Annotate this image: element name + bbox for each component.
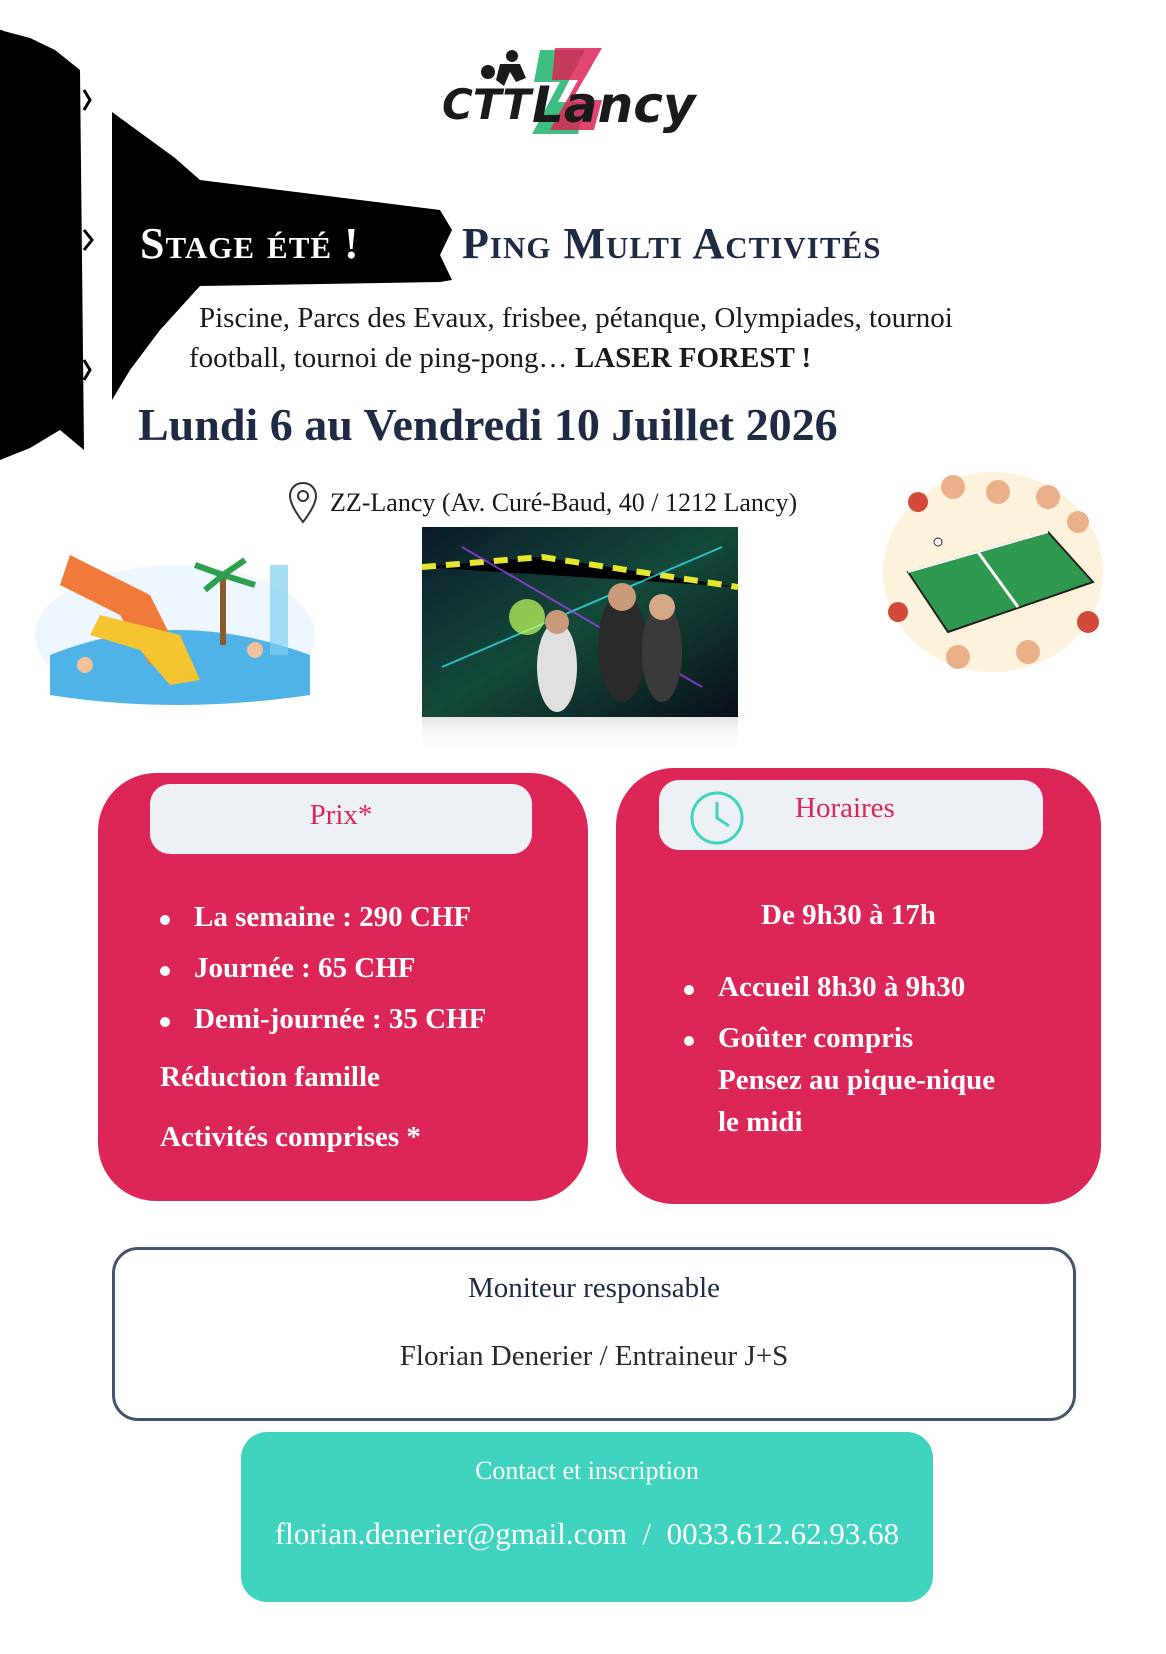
activities-line-2 bbox=[189, 338, 1095, 378]
prix-title: Prix* bbox=[309, 799, 373, 831]
list-item: Journée : 65 CHF bbox=[158, 952, 578, 985]
laser-forest-highlight: LASER FOREST ! bbox=[574, 342, 812, 374]
ping-pong-cartoon bbox=[878, 462, 1108, 677]
reduction-famille: Réduction famille bbox=[160, 1061, 380, 1093]
list-item: La semaine : 290 CHF bbox=[158, 901, 578, 934]
moniteur-title: Moniteur responsable bbox=[467, 1272, 721, 1304]
address-text: ZZ-Lancy (Av. Curé-Baud, 40 / 1212 Lancy) bbox=[330, 488, 798, 517]
title-stage-ete: Stage été ! bbox=[140, 219, 360, 268]
list-item: Demi-journée : 35 CHF bbox=[158, 1003, 578, 1036]
activities-text bbox=[189, 298, 1095, 378]
laser-game-photo bbox=[422, 527, 738, 752]
horaires-main: De 9h30 à 17h bbox=[761, 899, 936, 931]
prix-header bbox=[150, 784, 532, 854]
prix-list bbox=[158, 901, 578, 1054]
contact-title: Contact et inscription bbox=[475, 1456, 699, 1485]
moniteur-box bbox=[112, 1247, 1076, 1421]
pique-nique-line-1: Pensez au pique-nique bbox=[718, 1064, 996, 1096]
water-park-illustration bbox=[30, 535, 320, 710]
title-ping-multi-activites: Ping Multi Activités bbox=[462, 219, 882, 268]
logo-lancy: Lancy bbox=[532, 76, 696, 134]
clock-icon bbox=[689, 790, 745, 846]
horaires-header bbox=[659, 780, 1043, 850]
list-item: Accueil 8h30 à 9h30 bbox=[682, 971, 1082, 1004]
activities-line-1: Piscine, Parcs des Evaux, frisbee, pétanque, Olympiades, tournoi bbox=[199, 302, 953, 334]
prix-card bbox=[98, 773, 588, 1201]
contact-details[interactable]: florian.denerier@gmail.com / 0033.612.62.93.68 bbox=[274, 1516, 900, 1551]
horaires-title: Horaires bbox=[795, 792, 895, 824]
moniteur-name: Florian Denerier / Entraineur J+S bbox=[399, 1340, 789, 1372]
stage-dates: Lundi 6 au Vendredi 10 Juillet 2026 bbox=[138, 399, 838, 450]
activities-line-2-text: football, tournoi de ping-pong… bbox=[189, 342, 575, 374]
map-pin-icon bbox=[288, 481, 318, 525]
activites-comprises: Activités comprises * bbox=[160, 1121, 421, 1153]
address bbox=[288, 481, 797, 525]
pique-nique-line-2: le midi bbox=[718, 1106, 803, 1138]
club-logo bbox=[442, 42, 700, 142]
contact-box bbox=[241, 1432, 933, 1602]
horaires-list bbox=[682, 971, 1082, 1059]
list-item: Goûter compris bbox=[682, 1022, 1082, 1055]
logo-ctt: CTT bbox=[442, 80, 532, 129]
horaires-card bbox=[616, 768, 1101, 1204]
